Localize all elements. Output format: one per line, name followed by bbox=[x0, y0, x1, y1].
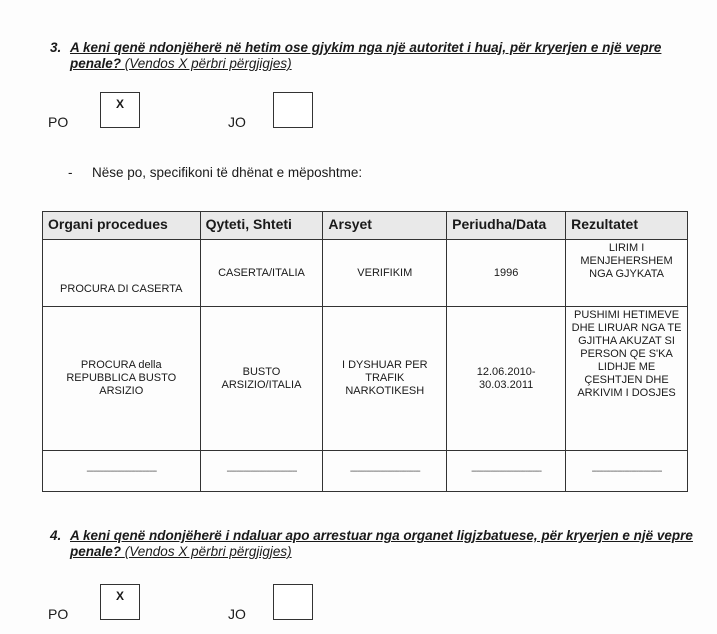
table-header-row bbox=[43, 212, 688, 240]
question-hint: (Vendos X përbri përgjigjes) bbox=[124, 56, 292, 71]
no-checkbox[interactable] bbox=[273, 584, 313, 620]
cell-reasons: ------------------------------ bbox=[323, 451, 447, 492]
yes-checkbox[interactable]: X bbox=[100, 92, 140, 128]
table-row bbox=[43, 307, 688, 451]
cell-period: 1996 bbox=[447, 240, 566, 307]
question-text bbox=[70, 40, 700, 72]
header-organ: Organi procedues bbox=[43, 212, 201, 240]
cell-reasons: I DYSHUAR PER TRAFIK NARKOTIKESH bbox=[323, 307, 447, 451]
no-label: JO bbox=[228, 114, 246, 130]
question-4-answers bbox=[48, 584, 368, 624]
question-4-text: A keni qenë ndonjëherë i ndaluar apo arrestuar nga organet ligjzbatuese, për kryerjen e një vepre penale? bbox=[70, 528, 693, 559]
cell-organ: ------------------------------ bbox=[43, 451, 201, 492]
no-label: JO bbox=[228, 606, 246, 622]
cell-city-country: CASERTA/ITALIA bbox=[200, 240, 323, 307]
cell-results: LIRIM I MENJEHERSHEM NGA GJYKATA bbox=[566, 240, 688, 307]
cell-period: ------------------------------ bbox=[447, 451, 566, 492]
yes-label: PO bbox=[48, 114, 69, 130]
cell-results: PUSHIMI HETIMEVE DHE LIRUAR NGA TE GJITHA AKUZAT SI PERSON QE S'KA LIDHJE ME ÇESHTJEN DHE ARKIVIM I DOSJES bbox=[566, 307, 688, 451]
cell-city-country: BUSTO ARSIZIO/ITALIA bbox=[200, 307, 323, 451]
header-results: Rezultatet bbox=[566, 212, 688, 240]
question-4 bbox=[50, 528, 700, 560]
cell-organ: PROCURA della REPUBBLICA BUSTO ARSIZIO bbox=[43, 307, 201, 451]
instruction bbox=[68, 165, 362, 180]
cell-reasons: VERIFIKIM bbox=[323, 240, 447, 307]
cell-organ: PROCURA DI CASERTA bbox=[43, 240, 201, 307]
yes-label: PO bbox=[48, 606, 69, 622]
instruction-text: Nëse po, specifikoni të dhënat e mëposhtme: bbox=[92, 165, 363, 180]
question-hint: (Vendos X përbri përgjigjes) bbox=[124, 544, 292, 559]
header-city-country: Qyteti, Shteti bbox=[200, 212, 323, 240]
proceedings-table bbox=[42, 211, 688, 492]
question-number: 4. bbox=[50, 528, 62, 543]
question-3-answers bbox=[48, 92, 368, 132]
cell-period: 12.06.2010-30.03.2011 bbox=[447, 307, 566, 451]
cell-city-country: ------------------------------ bbox=[200, 451, 323, 492]
header-period: Periudha/Data bbox=[447, 212, 566, 240]
question-text bbox=[70, 528, 700, 560]
no-checkbox[interactable] bbox=[273, 92, 313, 128]
table-row bbox=[43, 240, 688, 307]
header-reasons: Arsyet bbox=[323, 212, 447, 240]
question-3 bbox=[50, 40, 700, 72]
table-row bbox=[43, 451, 688, 492]
question-3-text: A keni qenë ndonjëherë në hetim ose gjykim nga një autoritet i huaj, për kryerjen e një vepre penale? bbox=[70, 40, 662, 71]
yes-checkbox[interactable]: X bbox=[100, 584, 140, 620]
question-number: 3. bbox=[50, 40, 62, 55]
bullet: - bbox=[68, 165, 73, 180]
cell-results: ------------------------------ bbox=[566, 451, 688, 492]
